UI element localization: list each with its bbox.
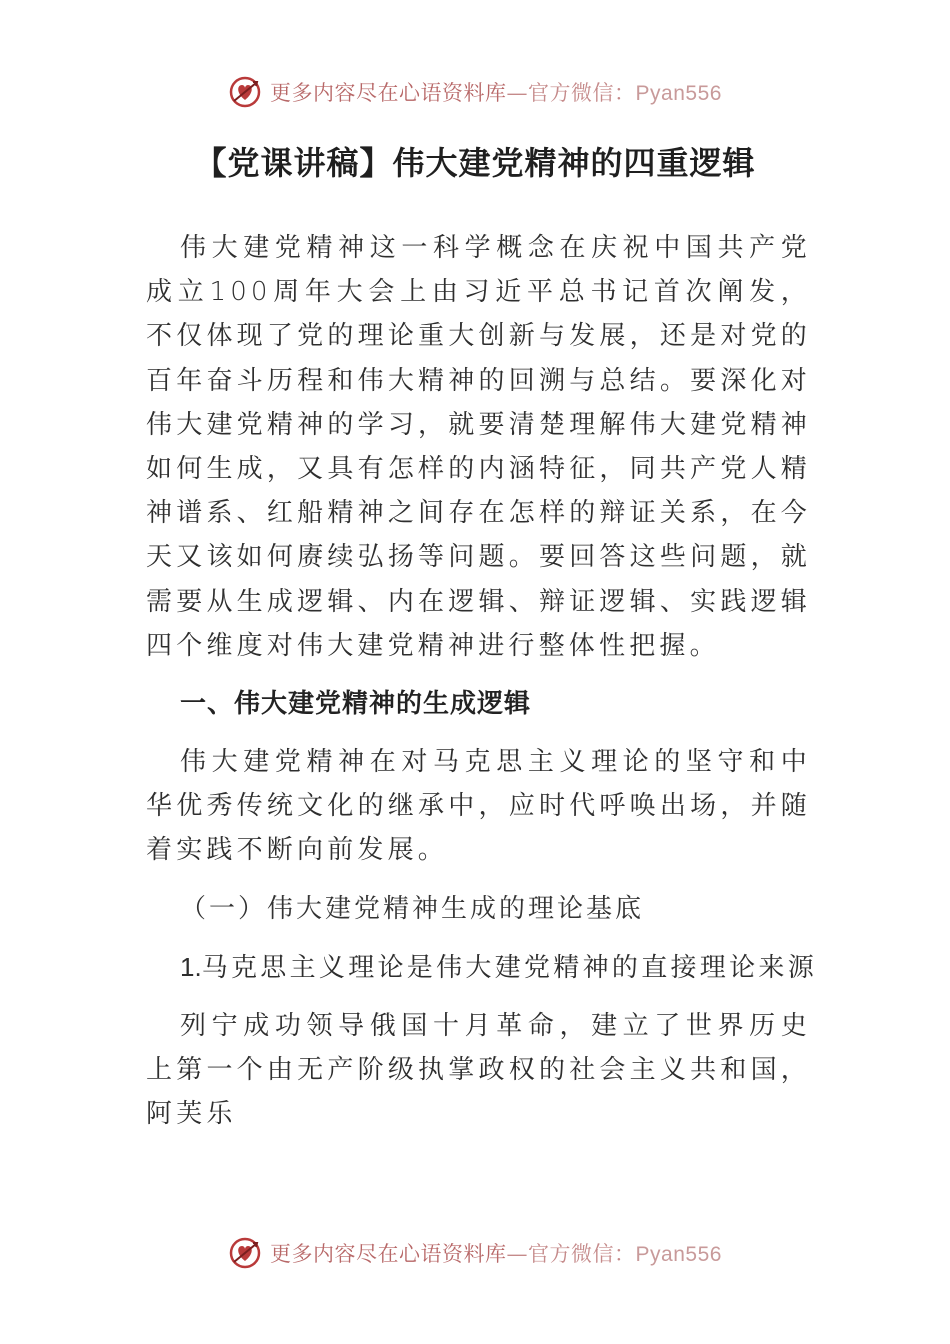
point-number: 1.	[180, 951, 202, 982]
document-body	[146, 226, 817, 1150]
section-paragraph: 伟大建党精神在对马克思主义理论的坚守和中华优秀传统文化的继承中，应时代呼唤出场，并随着实践不断向前发展。	[146, 747, 811, 866]
banner-separator: —	[506, 1242, 529, 1266]
point-paragraph: 列宁成功领导俄国十月革命，建立了世界历史上第一个由无产阶级执掌政权的社会主义共和国，阿芙乐	[146, 1010, 811, 1130]
point-heading-text: 马克思主义理论是伟大建党精神的直接理论来源	[201, 952, 817, 983]
subsection-heading: （一）伟大建党精神生成的理论基底	[180, 893, 645, 924]
banner-contact-label: 官方微信：	[528, 1242, 636, 1266]
intro-paragraph: 伟大建党精神这一科学概念在庆祝中国共产党成立100周年大会上由习近平总书记首次阐发，不仅体现了党的理论重大创新与发展，还是对党的百年奋斗历程和伟大精神的回溯与总结。要深化对伟大建党精神的学习，就要清楚理解伟大建党精神如何生成，又具有怎样的内涵特征，同共产党人精神谱系、红船精神之间存在怎样的辩证关系，在今天又该如何赓续弘扬等问题。要回答这些问题，就需要从生成逻辑、内在逻辑、辩证逻辑、实践逻辑四个维度对伟大建党精神进行整体性把握。	[146, 233, 811, 661]
banner-brand: 更多内容尽在心语资料库	[270, 1242, 507, 1266]
banner-separator: —	[506, 81, 529, 105]
footer-banner	[0, 1233, 950, 1273]
document-title: 【党课讲稿】伟大建党精神的四重逻辑	[194, 144, 756, 182]
banner-brand: 更多内容尽在心语资料库	[270, 81, 507, 105]
point-heading	[146, 945, 817, 990]
banner-text	[270, 77, 722, 107]
banner-contact-id: Pyan556	[635, 1243, 722, 1266]
header-banner	[0, 72, 950, 112]
heart-logo-icon	[228, 75, 262, 109]
banner-contact-id: Pyan556	[635, 82, 722, 105]
heart-logo-icon	[228, 1236, 262, 1270]
banner-contact-label: 官方微信：	[528, 81, 636, 105]
section-heading: 一、伟大建党精神的生成逻辑	[180, 689, 532, 720]
banner-text	[270, 1238, 722, 1268]
